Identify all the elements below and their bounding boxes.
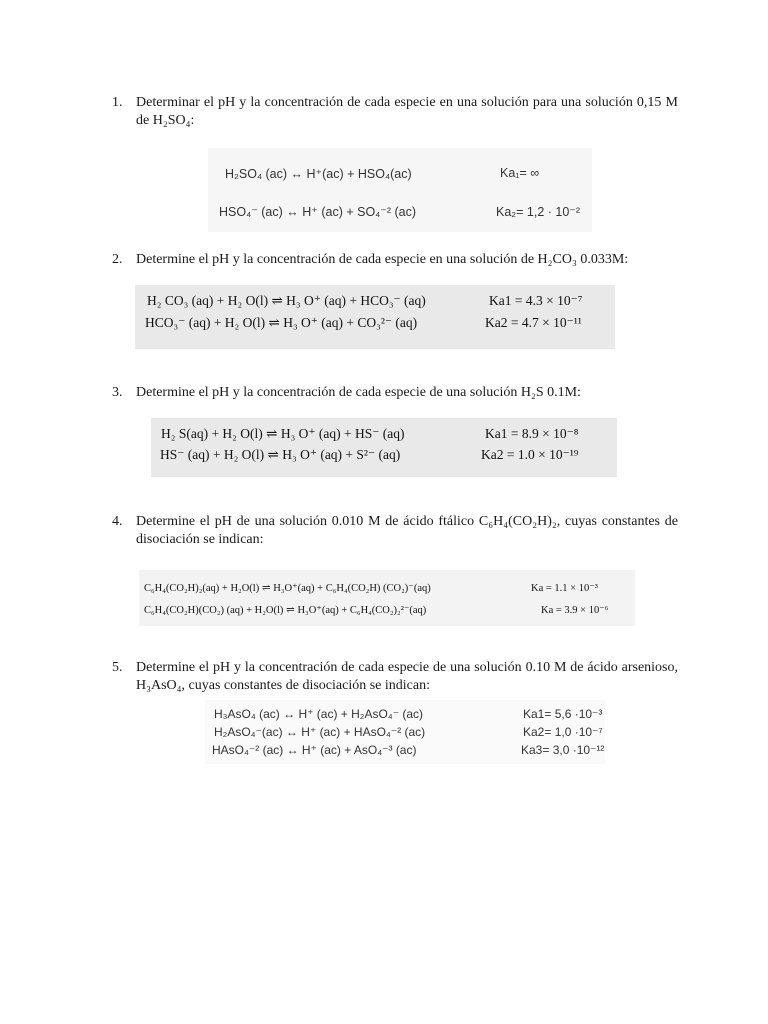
equation: H₂AsO₄⁻(ac) ↔ H⁺ (ac) + HAsO₄⁻² (ac) bbox=[214, 725, 426, 739]
equilibrium-constant: Ka2 = 1.0 × 10⁻¹⁹ bbox=[481, 447, 579, 462]
question-number: 1. bbox=[112, 95, 123, 110]
equation: H₂ S(aq) + H₂ O(l) ⇌ H₃ O⁺ (aq) + HS⁻ (aq) bbox=[161, 426, 405, 441]
equilibrium-constant: Ka₁= ∞ bbox=[500, 166, 540, 180]
question-number: 2. bbox=[112, 252, 123, 267]
question-text: Determine el pH y la concentración de cada especie de una solución 0.10 M de ácido arsenioso, H₃AsO₄, cuyas constantes de disociación se indican: bbox=[136, 660, 678, 693]
equilibrium-constant: Ka3= 3,0 ·10⁻¹² bbox=[521, 743, 605, 757]
equation: H₂SO₄ (ac) ↔ H⁺(ac) + HSO₄(ac) bbox=[225, 167, 412, 181]
equilibrium-constant: Ka = 3.9 × 10⁻⁶ bbox=[541, 605, 609, 616]
equation-image-5 bbox=[205, 700, 605, 764]
equation: C₆H₄(CO₂H)(CO₂) (aq) + H₂O(l) ⇌ H₃O⁺(aq) + C₆H₄(CO₂)₂²⁻(aq) bbox=[144, 605, 427, 616]
equation-image-4 bbox=[139, 570, 635, 626]
question-number: 4. bbox=[112, 514, 123, 529]
equation: HAsO₄⁻² (ac) ↔ H⁺ (ac) + AsO₄⁻³ (ac) bbox=[212, 743, 417, 757]
equilibrium-constant: Ka2 = 4.7 × 10⁻¹¹ bbox=[485, 315, 582, 330]
question-text: Determinar el pH y la concentración de cada especie en una solución para una solución 0,15 M de H₂SO₄: bbox=[136, 95, 678, 128]
equation: C₆H₄(CO₂H)₂(aq) + H₂O(l) ⇌ H₃O⁺(aq) + C₆H₄(CO₂H) (CO₂)⁻(aq) bbox=[144, 583, 431, 594]
equation: H₃AsO₄ (ac) ↔ H⁺ (ac) + H₂AsO₄⁻ (ac) bbox=[214, 707, 424, 721]
equilibrium-constant: Ka1 = 8.9 × 10⁻⁸ bbox=[485, 426, 579, 441]
equilibrium-constant: Ka = 1.1 × 10⁻³ bbox=[531, 583, 598, 594]
equation: H₂ CO₃ (aq) + H₂ O(l) ⇌ H₃ O⁺ (aq) + HCO₃⁻ (aq) bbox=[147, 293, 426, 308]
equation: HCO₃⁻ (aq) + H₂ O(l) ⇌ H₃ O⁺ (aq) + CO₃²⁻ (aq) bbox=[145, 315, 418, 330]
equilibrium-constant: Ka1= 5,6 ·10⁻³ bbox=[523, 707, 603, 721]
question-number: 3. bbox=[112, 385, 123, 400]
equation: HSO₄⁻ (ac) ↔ H⁺ (ac) + SO₄⁻² (ac) bbox=[219, 205, 417, 219]
equation-image-3 bbox=[151, 418, 617, 477]
equation: HS⁻ (aq) + H₂ O(l) ⇌ H₃ O⁺ (aq) + S²⁻ (aq) bbox=[160, 447, 401, 462]
equilibrium-constant: Ka1 = 4.3 × 10⁻⁷ bbox=[489, 293, 583, 308]
question-text: Determine el pH de una solución 0.010 M de ácido ftálico C₆H₄(CO₂H)₂, cuyas constantes de disociación se indican: bbox=[136, 514, 678, 547]
question-text: Determine el pH y la concentración de cada especie en una solución de H₂CO₃ 0.033M: bbox=[136, 252, 629, 267]
equation-image-2 bbox=[135, 285, 615, 349]
equilibrium-constant: Ka2= 1,0 ·10⁻⁷ bbox=[523, 725, 603, 739]
equation-image-1 bbox=[208, 148, 592, 232]
question-number: 5. bbox=[112, 660, 123, 675]
equilibrium-constant: Ka₂= 1,2 · 10⁻² bbox=[496, 205, 581, 219]
question-text: Determine el pH y la concentración de cada especie de una solución H₂S 0.1M: bbox=[136, 385, 581, 400]
